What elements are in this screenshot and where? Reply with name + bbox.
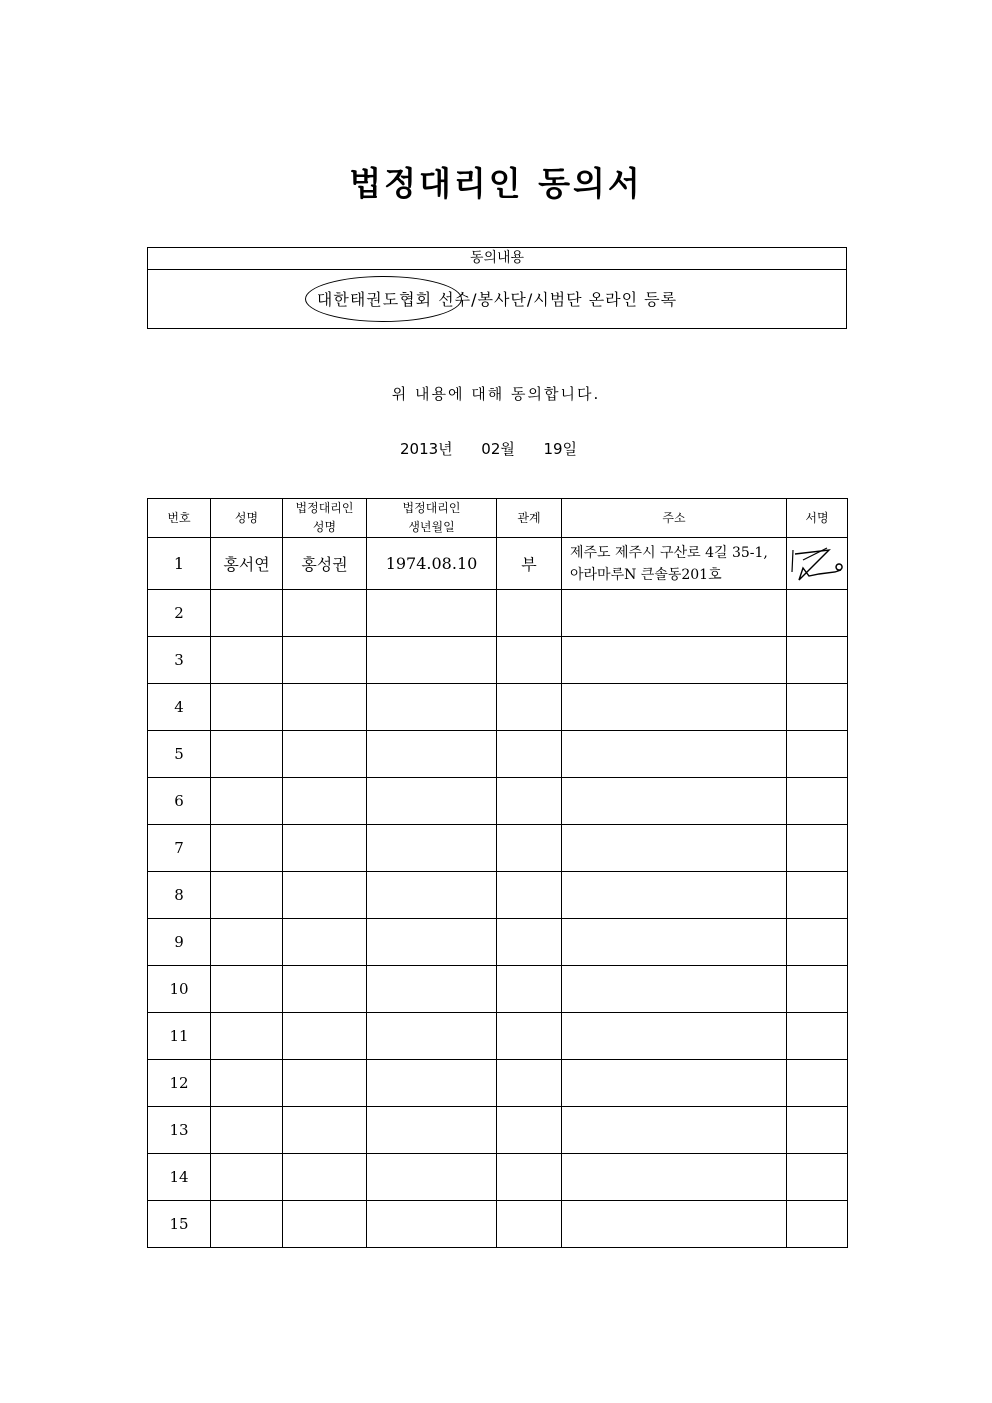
cell-address <box>562 637 787 684</box>
cell-address: 제주도 제주시 구산로 4길 35-1, 아라마루N 큰솔동201호 <box>562 538 787 590</box>
cell-address <box>562 1107 787 1154</box>
table-header-row <box>148 499 848 538</box>
table-row <box>148 1060 848 1107</box>
table-row <box>148 538 848 590</box>
cell-signature <box>787 1013 848 1060</box>
cell-no: 2 <box>148 590 211 637</box>
cell-relation <box>497 684 562 731</box>
cell-no: 13 <box>148 1107 211 1154</box>
cell-rep-name <box>283 1107 367 1154</box>
cell-signature <box>787 1060 848 1107</box>
date-year: 2013년 <box>400 440 453 458</box>
header-rep-name <box>283 499 367 538</box>
cell-rep-birth <box>367 825 497 872</box>
cell-relation <box>497 1154 562 1201</box>
cell-rep-name <box>283 966 367 1013</box>
cell-address <box>562 919 787 966</box>
cell-address <box>562 872 787 919</box>
consent-content <box>148 270 846 329</box>
cell-name <box>211 1201 283 1248</box>
cell-name: 홍서연 <box>211 538 283 590</box>
cell-signature <box>787 825 848 872</box>
cell-address <box>562 1060 787 1107</box>
cell-signature <box>787 872 848 919</box>
cell-rep-name <box>283 1060 367 1107</box>
cell-address <box>562 1013 787 1060</box>
consent-circled-text: 대한태권도협회 <box>316 290 433 309</box>
cell-relation <box>497 825 562 872</box>
cell-rep-birth <box>367 637 497 684</box>
cell-no: 1 <box>148 538 211 590</box>
consent-box <box>147 247 847 329</box>
header-rep-birth <box>367 499 497 538</box>
header-rep-birth-label: 법정대리인 생년월일 <box>402 501 461 534</box>
cell-relation <box>497 919 562 966</box>
cell-rep-name <box>283 778 367 825</box>
cell-relation <box>497 731 562 778</box>
cell-relation <box>497 637 562 684</box>
cell-signature <box>787 590 848 637</box>
date-line <box>400 438 577 459</box>
date-month: 02월 <box>481 440 515 458</box>
header-rep-name-label: 법정대리인 성명 <box>295 501 354 534</box>
cell-signature <box>787 731 848 778</box>
cell-name <box>211 1154 283 1201</box>
cell-rep-birth <box>367 1154 497 1201</box>
cell-address <box>562 778 787 825</box>
cell-address <box>562 684 787 731</box>
table-row <box>148 1013 848 1060</box>
cell-rep-birth <box>367 778 497 825</box>
cell-signature <box>787 778 848 825</box>
cell-signature <box>787 684 848 731</box>
cell-name <box>211 731 283 778</box>
cell-relation <box>497 778 562 825</box>
cell-address <box>562 966 787 1013</box>
cell-rep-name <box>283 684 367 731</box>
cell-rep-birth <box>367 590 497 637</box>
table-row <box>148 637 848 684</box>
cell-no: 6 <box>148 778 211 825</box>
cell-rep-birth <box>367 684 497 731</box>
cell-rep-name <box>283 825 367 872</box>
agreement-statement: 위 내용에 대해 동의합니다. <box>391 385 601 403</box>
cell-signature <box>787 1201 848 1248</box>
consent-rest-text: 선수/봉사단/시범단 온라인 등록 <box>432 290 678 309</box>
table-row <box>148 1154 848 1201</box>
cell-name <box>211 684 283 731</box>
registration-table <box>147 498 848 1248</box>
cell-no: 11 <box>148 1013 211 1060</box>
cell-rep-birth <box>367 966 497 1013</box>
cell-relation: 부 <box>497 538 562 590</box>
cell-rep-name <box>283 637 367 684</box>
cell-rep-birth <box>367 872 497 919</box>
cell-address <box>562 590 787 637</box>
cell-no: 3 <box>148 637 211 684</box>
cell-rep-name: 홍성권 <box>283 538 367 590</box>
cell-rep-name <box>283 731 367 778</box>
cell-name <box>211 825 283 872</box>
cell-no: 8 <box>148 872 211 919</box>
cell-rep-name <box>283 590 367 637</box>
cell-name <box>211 872 283 919</box>
document-title: 법정대리인 동의서 <box>349 164 643 203</box>
cell-signature <box>787 538 848 590</box>
cell-rep-birth <box>367 1013 497 1060</box>
cell-no: 5 <box>148 731 211 778</box>
table-row <box>148 1201 848 1248</box>
cell-signature <box>787 1154 848 1201</box>
table-row <box>148 825 848 872</box>
cell-address <box>562 825 787 872</box>
cell-rep-birth <box>367 1107 497 1154</box>
table-row <box>148 684 848 731</box>
table-row <box>148 919 848 966</box>
table-row <box>148 966 848 1013</box>
cell-name <box>211 1013 283 1060</box>
cell-address <box>562 1201 787 1248</box>
signature-image <box>789 544 845 584</box>
cell-name <box>211 1060 283 1107</box>
cell-no: 9 <box>148 919 211 966</box>
cell-name <box>211 919 283 966</box>
cell-signature <box>787 637 848 684</box>
cell-rep-birth <box>367 919 497 966</box>
table-row <box>148 731 848 778</box>
cell-rep-birth <box>367 1201 497 1248</box>
cell-relation <box>497 872 562 919</box>
cell-name <box>211 966 283 1013</box>
consent-heading: 동의내용 <box>148 248 846 270</box>
cell-relation <box>497 1201 562 1248</box>
cell-rep-birth <box>367 731 497 778</box>
cell-no: 10 <box>148 966 211 1013</box>
cell-rep-birth: 1974.08.10 <box>367 538 497 590</box>
cell-name <box>211 637 283 684</box>
table-row <box>148 1107 848 1154</box>
table-row <box>148 778 848 825</box>
cell-relation <box>497 1013 562 1060</box>
cell-name <box>211 778 283 825</box>
cell-rep-birth <box>367 1060 497 1107</box>
cell-no: 12 <box>148 1060 211 1107</box>
cell-no: 14 <box>148 1154 211 1201</box>
header-relation: 관계 <box>497 499 562 538</box>
cell-name <box>211 590 283 637</box>
cell-no: 4 <box>148 684 211 731</box>
table-row <box>148 590 848 637</box>
cell-relation <box>497 590 562 637</box>
cell-address <box>562 731 787 778</box>
cell-rep-name <box>283 1201 367 1248</box>
cell-relation <box>497 1107 562 1154</box>
cell-rep-name <box>283 919 367 966</box>
cell-signature <box>787 1107 848 1154</box>
cell-signature <box>787 919 848 966</box>
cell-name <box>211 1107 283 1154</box>
header-no: 번호 <box>148 499 211 538</box>
cell-no: 15 <box>148 1201 211 1248</box>
cell-address <box>562 1154 787 1201</box>
table-row <box>148 872 848 919</box>
cell-no: 7 <box>148 825 211 872</box>
date-day: 19일 <box>543 440 578 458</box>
cell-relation <box>497 966 562 1013</box>
header-signature: 서명 <box>787 499 848 538</box>
cell-rep-name <box>283 1154 367 1201</box>
cell-rep-name <box>283 872 367 919</box>
header-name: 성명 <box>211 499 283 538</box>
cell-signature <box>787 966 848 1013</box>
header-address: 주소 <box>562 499 787 538</box>
cell-relation <box>497 1060 562 1107</box>
cell-rep-name <box>283 1013 367 1060</box>
circle-mark <box>305 276 462 322</box>
